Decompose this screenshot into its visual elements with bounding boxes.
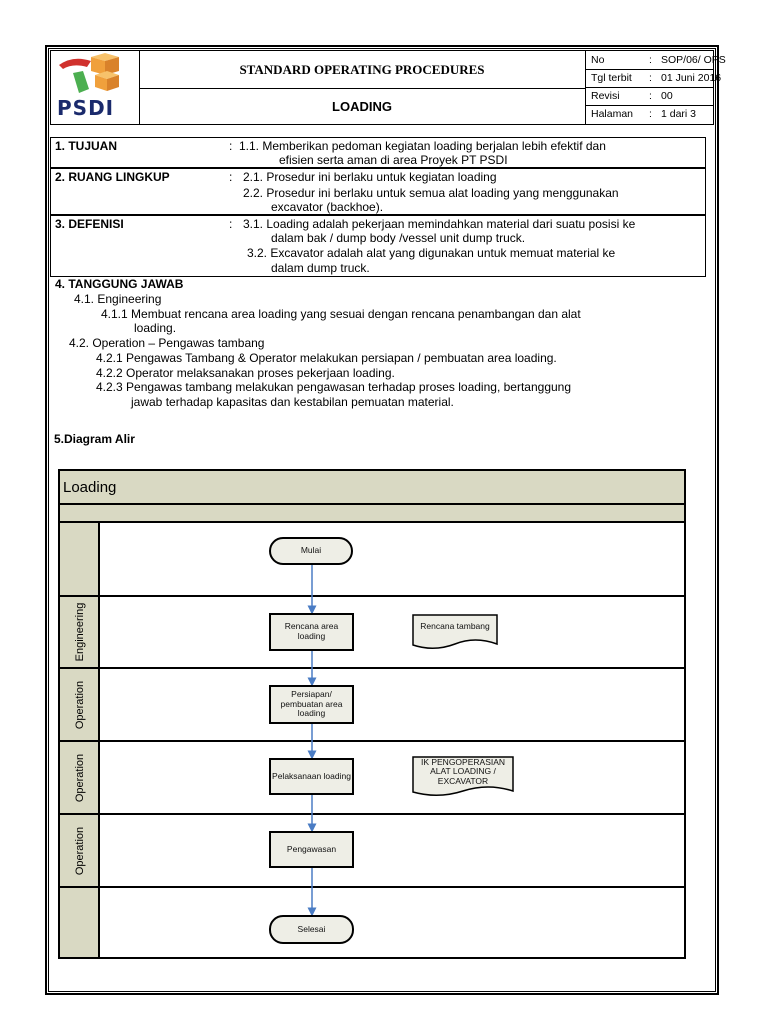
section-line: 3.1. Loading adalah pekerjaan memindahkan material dari suatu posisi ke <box>243 217 636 231</box>
flowchart <box>58 469 688 959</box>
meta-row-revisi <box>585 87 713 106</box>
node-ik-pengoperasian: IK PENGOPERASIAN ALAT LOADING / EXCAVATOR <box>420 757 506 786</box>
section-line: 4.2. Operation – Pengawas tambang <box>69 336 265 350</box>
meta-key: No <box>591 54 605 66</box>
node-pengawasan: Pengawasan <box>269 831 354 868</box>
section-line: dalam bak / dump body /vessel unit dump truck. <box>271 231 526 245</box>
meta-colon: : <box>649 54 652 66</box>
section-colon: : <box>229 170 233 184</box>
node-persiapan-area: Persiapan/ pembuatan area loading <box>269 685 354 724</box>
swimlane-operation-3 <box>58 815 686 888</box>
document-shape-rencana-tambang <box>412 614 498 652</box>
section-ruang-lingkup <box>50 168 706 215</box>
section-line: 4.1. Engineering <box>74 292 162 306</box>
swimlane-operation-2 <box>58 742 686 815</box>
section-label: 1. TUJUAN <box>55 139 118 153</box>
section-label: 2. RUANG LINGKUP <box>55 170 170 184</box>
section-line: loading. <box>134 321 177 335</box>
section-line: 4.1.1 Membuat rencana area loading yang sesuai dengan rencana penambangan dan alat <box>101 307 581 321</box>
psdi-logo-icon <box>51 51 139 99</box>
logo-text: PSDI <box>57 96 115 120</box>
document-header <box>50 50 726 125</box>
section-label: 3. DEFENISI <box>55 217 124 231</box>
meta-value: 1 dari 3 <box>661 108 697 120</box>
section-line: 2.1. Prosedur ini berlaku untuk kegiatan loading <box>243 170 497 184</box>
lane-label: Operation <box>74 753 86 802</box>
meta-key: Halaman <box>591 108 634 120</box>
document-title: STANDARD OPERATING PROCEDURES <box>139 51 585 89</box>
node-rencana-tambang: Rencana tambang <box>420 621 490 631</box>
section-line: 1.1. Memberikan pedoman kegiatan loading berjalan lebih efektif dan <box>239 139 606 153</box>
swimlane-bottom <box>58 888 686 959</box>
title-cell <box>139 51 586 124</box>
meta-key: Tgl terbit <box>591 72 632 84</box>
section-line: dalam dump truck. <box>271 261 370 275</box>
lane-header <box>60 523 100 595</box>
node-selesai: Selesai <box>269 915 354 944</box>
section-line: excavator (backhoe). <box>271 200 384 214</box>
flowchart-subheader <box>58 505 686 523</box>
section-label: 4. TANGGUNG JAWAB <box>55 277 184 291</box>
lane-header <box>60 669 100 740</box>
lane-header <box>60 742 100 813</box>
logo-cell <box>51 51 140 124</box>
meta-value: SOP/06/ OPS <box>661 54 726 66</box>
meta-key: Revisi <box>591 90 620 102</box>
meta-colon: : <box>649 72 652 84</box>
section-line: 4.2.2 Operator melaksanakan proses pekerjaan loading. <box>96 366 395 380</box>
node-mulai: Mulai <box>269 537 353 565</box>
section-line: 4.2.3 Pengawas tambang melakukan pengawasan terhadap proses loading, bertanggung <box>96 380 572 394</box>
diagram-heading: 5.Diagram Alir <box>54 432 135 446</box>
meta-row-tgl <box>585 69 722 88</box>
section-tujuan <box>50 137 706 168</box>
swimlane-operation-1 <box>58 669 686 742</box>
node-rencana-area-loading: Rencana area loading <box>269 613 354 651</box>
section-line: jawab terhadap kapasitas dan kestabilan pemuatan material. <box>131 395 454 409</box>
section-line: 2.2. Prosedur ini berlaku untuk semua alat loading yang menggunakan <box>243 186 619 200</box>
section-line: 3.2. Excavator adalah alat yang digunakan untuk memuat material ke <box>247 246 616 260</box>
flowchart-title: Loading <box>58 469 686 505</box>
section-colon: : <box>229 217 233 231</box>
node-pelaksanaan-loading: Pelaksanaan loading <box>269 758 354 795</box>
swimlane-top <box>58 523 686 597</box>
meta-row-no <box>585 51 726 70</box>
lane-label: Operation <box>74 680 86 729</box>
lane-header <box>60 815 100 886</box>
meta-row-halaman <box>585 105 713 123</box>
lane-header <box>60 888 100 957</box>
meta-value: 01 Juni 2016 <box>661 72 722 84</box>
swimlane-engineering <box>58 597 686 669</box>
section-defenisi <box>50 215 706 277</box>
section-line: efisien serta aman di area Proyek PT PSDI <box>279 153 508 167</box>
meta-colon: : <box>649 108 652 120</box>
meta-colon: : <box>649 90 652 102</box>
meta-value: 00 <box>661 90 673 102</box>
section-line: 4.2.1 Pengawas Tambang & Operator melakukan persiapan / pembuatan area loading. <box>96 351 557 365</box>
lane-label: Operation <box>74 826 86 875</box>
lane-header <box>60 597 100 667</box>
lane-label: Engineering <box>74 602 86 662</box>
document-subtitle: LOADING <box>332 99 392 114</box>
section-colon: : <box>229 139 233 153</box>
